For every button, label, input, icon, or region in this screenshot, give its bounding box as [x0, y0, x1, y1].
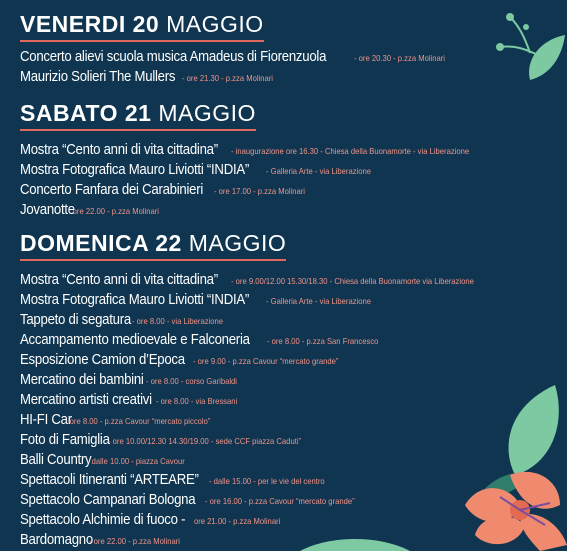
event-row: [20, 67, 455, 87]
event-name: Esposizione Camion d’Epoca: [20, 351, 185, 368]
event-row: [20, 310, 501, 330]
day-title: DOMENICA 22 MAGGIO: [20, 230, 286, 261]
event-detail: - Galleria Arte - via Liberazione: [266, 166, 372, 176]
event-detail: - ore 22.00 - p.zza Molinari: [68, 206, 160, 216]
event-row: [20, 47, 455, 67]
event-row: [20, 330, 501, 350]
event-detail: - ore 8.00 - p.zza Cavour “mercato piccolo”: [64, 416, 211, 426]
event-row: [20, 530, 501, 550]
event-name: Concerto alievi scuola musica Amadeus di Fiorenzuola: [20, 48, 327, 65]
event-detail: - ore 20.30 - p.zza Molinari: [353, 53, 445, 63]
event-detail: - ore 9.00 - p.zza Cavour “mercato grande”: [193, 356, 339, 366]
event-detail: - ore 22.00 - p.zza Molinari: [88, 536, 180, 546]
event-row: [20, 470, 501, 490]
event-row: [20, 490, 501, 510]
event-name: Mercatino artisti creativi: [20, 391, 152, 408]
event-name: Maurizio Solieri The Mullers: [20, 68, 176, 85]
event-row: [20, 290, 501, 310]
event-name: Bardomagno: [20, 531, 93, 548]
flower-decoration-top-right: [490, 5, 567, 85]
event-detail: - Galleria Arte - via Liberazione: [266, 296, 372, 306]
event-detail: - ore 17.00 - p.zza Molinari: [214, 186, 306, 196]
event-name: Spettacolo Campanari Bologna: [20, 491, 196, 508]
event-row: [20, 350, 501, 370]
event-detail: - dalle 10.00 - piazza Cavour: [87, 456, 185, 466]
event-row: [20, 180, 495, 200]
event-name: Spettacolo Alchimie di fuoco -: [20, 511, 186, 528]
event-row: [20, 410, 501, 430]
event-name: Balli Country: [20, 451, 92, 468]
event-detail: ore 21.00 - p.zza Molinari: [193, 516, 281, 526]
event-row: [20, 390, 501, 410]
event-name: Mostra “Cento anni di vita cittadina”: [20, 141, 218, 158]
event-name: Accampamento medioevale e Falconeria: [20, 331, 250, 348]
event-detail: - ore 8.00 - corso Garibaldi: [146, 376, 238, 386]
event-detail: - ore 8.00 - via Bressani: [155, 396, 237, 406]
day-title: SABATO 21 MAGGIO: [20, 100, 256, 131]
event-name: Jovanotte: [20, 201, 75, 218]
event-name: Mostra “Cento anni di vita cittadina”: [20, 271, 218, 288]
day-title: VENERDI 20 MAGGIO: [20, 11, 264, 42]
event-row: [20, 370, 501, 390]
event-row: [20, 430, 501, 450]
event-row: [20, 140, 495, 160]
event-detail: - dalle 15.00 - per le vie del centro: [209, 476, 325, 486]
event-detail: - inaugurazione ore 16.30 - Chiesa della Buonamorte - via Liberazione: [230, 146, 469, 156]
event-detail: - ore 9.00/12.00 15.30/18.30 - Chiesa della Buonamorte via Liberazione: [230, 276, 474, 286]
event-name: Foto di Famiglia: [20, 431, 110, 448]
event-name: Concerto Fanfara dei Carabinieri: [20, 181, 204, 198]
event-detail: - ore 8.00 - p.zza San Francesco: [267, 336, 379, 346]
event-name: Mostra Fotografica Mauro Liviotti “INDIA”: [20, 161, 250, 178]
event-detail: - ore 8.00 - via Liberazione: [132, 316, 224, 326]
event-detail: - ore 16.00 - p.zza Cavour “mercato grande”: [205, 496, 355, 506]
event-name: Tappeto di segatura: [20, 311, 131, 328]
event-row: [20, 510, 501, 530]
day-section: [20, 230, 501, 550]
event-name: Spettacoli Itineranti “ARTEARE”: [20, 471, 199, 488]
event-row: [20, 270, 501, 290]
event-name: Mostra Fotografica Mauro Liviotti “INDIA”: [20, 291, 250, 308]
event-row: [20, 200, 495, 220]
event-row: [20, 160, 495, 180]
day-section: [20, 100, 495, 220]
event-detail: - ore 21.30 - p.zza Molinari: [182, 73, 274, 83]
event-row: [20, 450, 501, 470]
event-detail: - ore 10.00/12.30 14.30/19.00 - sede CCF piazza Caduti”: [107, 436, 301, 446]
day-section: [20, 11, 455, 87]
event-name: Mercatino dei bambini: [20, 371, 144, 388]
event-name: HI-FI Car: [20, 411, 72, 428]
